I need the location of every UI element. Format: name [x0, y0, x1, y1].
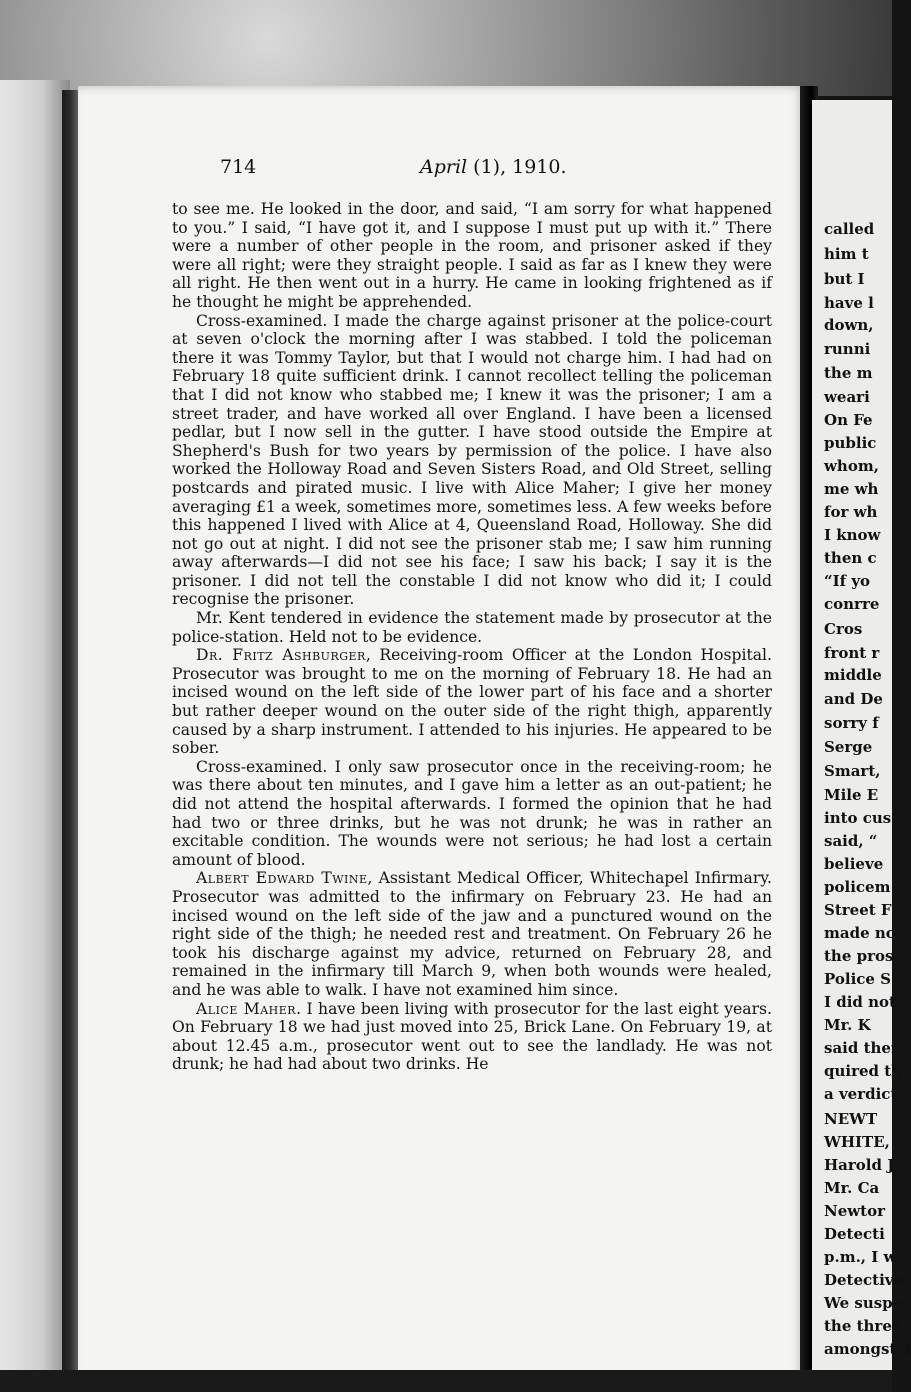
- facing-page-line: Street F: [824, 901, 892, 919]
- facing-page-line: have l: [824, 294, 874, 312]
- facing-page-line: Harold J: [824, 1156, 895, 1174]
- witness-name: Alice Maher: [196, 999, 297, 1018]
- paragraph-text: , Receiving-room Officer at the London Hospital. Prosecutor was brought to me on the morning of February 18. He had an incised wound on the left side of the lower part of his face and a shorter but rather deeper wound on the outer side of the right thigh, apparently caused by a sharp instrument. I attended to his injuries. He appeared to be sober.: [172, 646, 772, 758]
- facing-page-line: then c: [824, 549, 877, 567]
- facing-page-line: said, “: [824, 832, 878, 850]
- facing-page-line: said ther: [824, 1039, 899, 1057]
- facing-page-line: quired th: [824, 1062, 903, 1080]
- facing-page-line: “If yo: [824, 572, 871, 590]
- facing-page-line: Mr. K: [824, 1016, 871, 1034]
- facing-page-line: policem: [824, 878, 891, 896]
- facing-page-line: Detective: [824, 1271, 904, 1289]
- paragraph-text: to see me. He looked in the door, and said, “I am sorry for what happened to you.” I said, “I have got it, and I suppose I must put up with it.” There were a number of other people in the room, and prisoner asked if they were all right; were they straight people. I said as far as I knew they were all right. He then went out in a hurry. He came in looking frightened as if he thought he might be apprehended.: [172, 200, 772, 311]
- facing-page-line: me wh: [824, 480, 879, 498]
- facing-page-line: the pros: [824, 947, 894, 965]
- facing-page-line: Mr. Ca: [824, 1179, 880, 1197]
- facing-page-line: Mile E: [824, 786, 879, 804]
- paragraph: [172, 646, 772, 758]
- facing-page-line: amongst a: [824, 1340, 911, 1358]
- facing-page-line: called: [824, 220, 875, 238]
- facing-page-line: the three: [824, 1317, 902, 1335]
- facing-page-line: conrre: [824, 595, 880, 613]
- body-text: [172, 200, 772, 1074]
- facing-page-line: p.m., I w: [824, 1248, 897, 1266]
- facing-page-line: runni: [824, 340, 871, 358]
- facing-page-line: him t: [824, 245, 869, 263]
- paragraph: [172, 609, 772, 646]
- witness-name: Dr. Fritz Ashburger: [196, 646, 366, 665]
- facing-page-line: made no: [824, 924, 896, 942]
- facing-page-line: Smart,: [824, 762, 881, 780]
- date-rest: (1), 1910.: [467, 156, 567, 178]
- page-number: 714: [220, 156, 257, 178]
- left-margin: [0, 80, 70, 1392]
- paragraph: [172, 869, 772, 999]
- paragraph: [172, 1000, 772, 1074]
- paragraph-text: Cross-examined. I only saw prosecutor once in the receiving-room; he was there about ten minutes, and I gave him a letter as an out-patient; he did not attend the hospital afterwards. I formed the opinion that he had had two or three drinks, but he was not drunk; he was in rather an excitable condition. The wounds were not serious; he had lost a certain amount of blood.: [172, 757, 772, 869]
- facing-page-line: sorry f: [824, 714, 879, 732]
- facing-page-line: into cus: [824, 809, 892, 827]
- scan-bottom-edge: [0, 1370, 892, 1392]
- facing-page-line: and De: [824, 690, 883, 708]
- facing-page-line: We suspe: [824, 1294, 903, 1312]
- facing-page-line: NEWT: [824, 1110, 878, 1128]
- facing-page-line: Police S: [824, 970, 892, 988]
- facing-page-line: I know: [824, 526, 881, 544]
- facing-page-line: for wh: [824, 503, 878, 521]
- facing-page-line: Serge: [824, 738, 873, 756]
- facing-page-line: whom,: [824, 457, 879, 475]
- facing-page-line: On Fe: [824, 411, 873, 429]
- facing-page-line: the m: [824, 364, 873, 382]
- facing-page-line: Detecti: [824, 1225, 885, 1243]
- facing-page-line: down,: [824, 316, 874, 334]
- paragraph-text: , Assistant Medical Officer, Whitechapel Infirmary. Prosecutor was admitted to the infirmary on February 23. He had an incised wound on the left side of the jaw and a punctured wound on the right side of the thigh; he needed rest and treatment. On February 26 he took his discharge against my advice, returned on February 28, and remained in the infirmary till March 9, when both wounds were healed, and he was able to walk. I have not examined him since.: [172, 869, 772, 999]
- facing-page: [812, 100, 911, 1392]
- witness-name: Albert Edward Twine: [196, 869, 368, 888]
- facing-page-line: front r: [824, 644, 880, 662]
- scan-background: [0, 0, 892, 96]
- paragraph-text: Cross-examined. I made the charge against prisoner at the police-court at seven o'clock the morning after I was stabbed. I told the policeman there it was Tommy Taylor, but that I would not charge him. I had had on February 18 quite sufficient drink. I cannot recollect telling the policeman that I did not know who stabbed me; I knew it was the prisoner; I am a street trader, and have worked all over England. I have been a licensed pedlar, but I now sell in the gutter. I have stood outside the Empire at Shepherd's Bush for two years by permission of the police. I have also worked the Holloway Road and Seven Sisters Road, and Old Street, selling postcards and pirated music. I live with Alice Maher; I give her money averaging £1 a week, sometimes more, sometimes less. A few weeks before this happened I lived with Alice at 4, Queensland Road, Holloway. She did not go out at night. I did not see the prisoner stab me; I saw him running away afterwards—I did not see his face; I saw his back; I say it is the prisoner. I did not tell the constable I did not know who did it; I could recognise the prisoner.: [172, 311, 772, 609]
- paragraph: [172, 758, 772, 870]
- paragraph-text: . I have been living with prosecutor for the last eight years. On February 18 we had just moved into 25, Brick Lane. On February 19, at about 12.45 a.m., prosecutor went out to see the landlady. He was not drunk; he had had about two drinks. He: [172, 999, 772, 1074]
- paragraph: [172, 200, 772, 312]
- facing-page-line: public: [824, 434, 877, 452]
- facing-page-line: Newtor: [824, 1202, 886, 1220]
- facing-page-line: believe: [824, 855, 884, 873]
- facing-page-line: WHITE,: [824, 1133, 890, 1151]
- facing-page-line: a verdict: [824, 1085, 898, 1103]
- paragraph: [172, 312, 772, 610]
- facing-page-line: I did not: [824, 993, 896, 1011]
- page-date: [420, 156, 567, 178]
- facing-page-line: Cros: [824, 620, 863, 638]
- paragraph-text: Mr. Kent tendered in evidence the statement made by prosecutor at the police-station. Held not to be evidence.: [172, 609, 772, 646]
- facing-page-line: middle: [824, 666, 882, 684]
- facing-page-line: but I: [824, 270, 865, 288]
- page-header: [220, 154, 620, 184]
- facing-page-line: weari: [824, 388, 870, 406]
- date-month: April: [420, 156, 468, 178]
